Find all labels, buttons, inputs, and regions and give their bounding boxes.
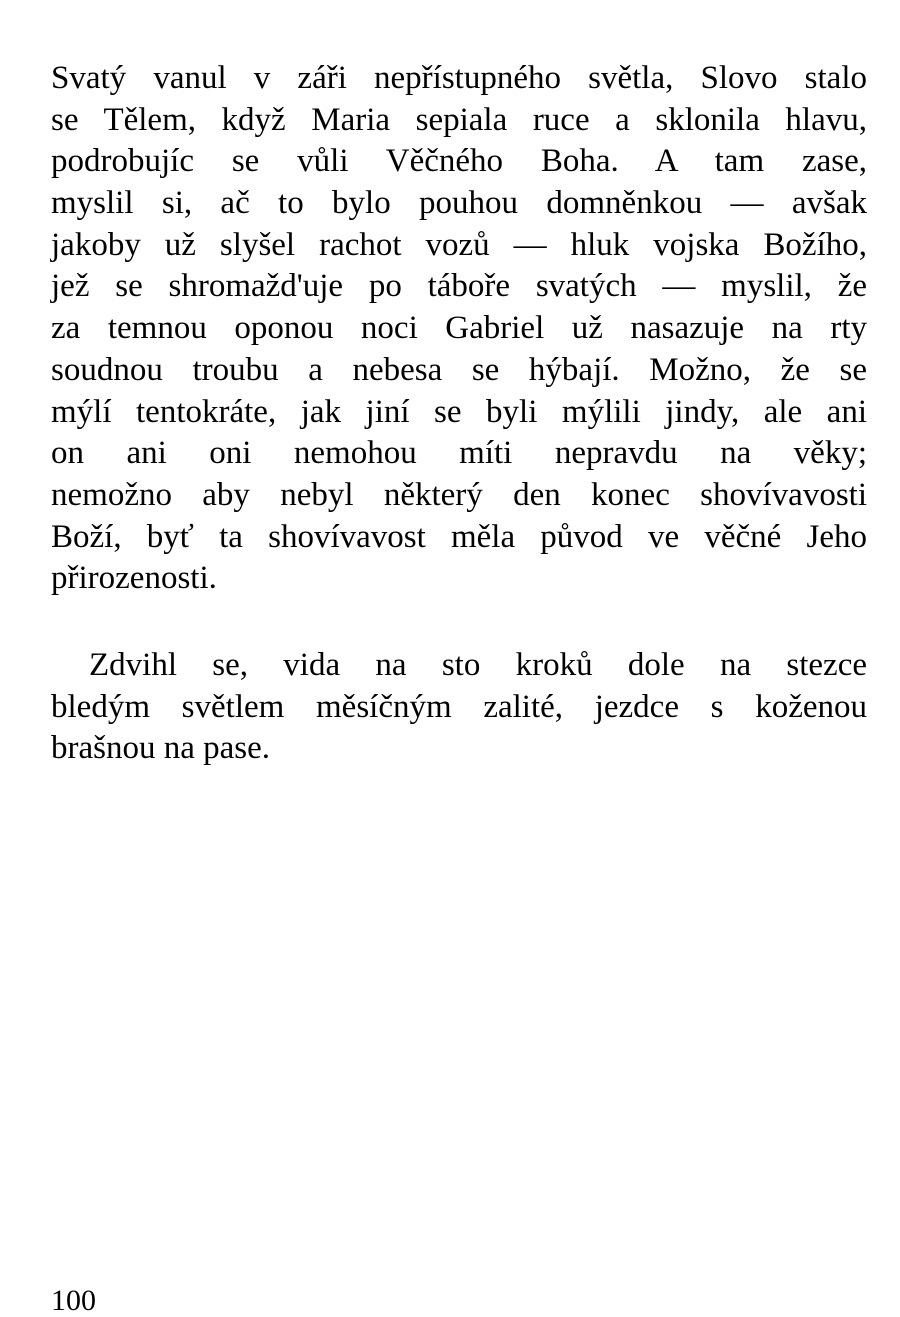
text-line: se Tělem, když Maria sepiala ruce a sklonila hlavu, [51, 101, 867, 138]
text-line: přirozenosti. [51, 560, 217, 597]
text-line: soudnou troubu a nebesa se hýbají. Možno, že se [51, 351, 867, 388]
text-line: mýlí tentokráte, jak jiní se byli mýlili jindy, ale ani [51, 393, 867, 430]
text-line: nemožno aby nebyl některý den konec shovívavosti [51, 476, 867, 513]
text-line: brašnou na pase. [51, 730, 271, 767]
text-line: myslil si, ač to bylo pouhou domněnkou — avšak [51, 185, 867, 222]
page-number: 100 [51, 1284, 96, 1317]
text-line: jež se shromažd'uje po táboře svatých — myslil, že [51, 268, 867, 305]
text-line: za temnou oponou noci Gabriel už nasazuje na rty [51, 310, 867, 347]
text-line: on ani oni nemohou míti nepravdu na věky; [51, 435, 867, 472]
text-line: bledým světlem měsíčným zalité, jezdce s koženou [51, 688, 867, 725]
text-line: Boží, byť ta shovívavost měla původ ve věčné Jeho [51, 518, 867, 555]
paragraph-2 [51, 645, 867, 770]
text-line: podrobujíc se vůli Věčného Boha. A tam zase, [51, 143, 867, 180]
text-line: Svatý vanul v záři nepřístupného světla, Slovo stalo [51, 60, 867, 96]
text-line: jakoby už slyšel rachot vozů — hluk vojska Božího, [51, 226, 867, 263]
text-line: Zdvihl se, vida na sto kroků dole na stezce [89, 647, 867, 683]
paragraph-1 [51, 58, 867, 600]
